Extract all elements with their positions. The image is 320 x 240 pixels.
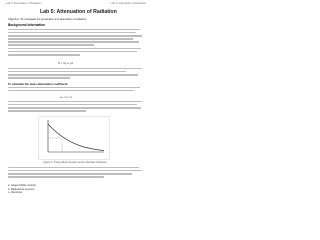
background-paragraph-5 [8,101,144,113]
equation-1: N = N₀ e⁻μx [58,61,74,65]
equipment-list [8,184,78,195]
header-left-text: Lab 5: Attenuation of Radiation [6,2,42,5]
figure-caption: Figure 1: Transmitted intensity versus absorber thickness [43,161,107,164]
list-item: b. Radioactive sources [8,187,35,191]
list-item: a. Geiger-Müller counter [8,184,36,187]
background-paragraph-6 [8,167,144,179]
objective-text: Objective: To investigate the penetration and attenuation of radiation. [8,18,87,21]
header-right-text: Lab 5: Attenuation of Radiation [110,2,146,5]
background-paragraph-3 [8,68,144,80]
background-paragraph-2 [8,48,144,57]
list-item: c. Absorbers [8,191,23,195]
page-title: Lab 5: Attenuation of Radiation [40,9,117,15]
document-page [0,0,149,198]
background-paragraph-1 [8,29,144,47]
page-header [6,2,146,5]
background-heading: Background Information [8,23,46,27]
background-paragraph-4 [8,87,144,93]
figure-frame [39,117,110,160]
equation-2: μₘ = μ / ρ [60,95,72,99]
section-subheading: To calculate the mass attenuation coefficient [8,82,68,86]
attenuation-figure [38,116,110,160]
